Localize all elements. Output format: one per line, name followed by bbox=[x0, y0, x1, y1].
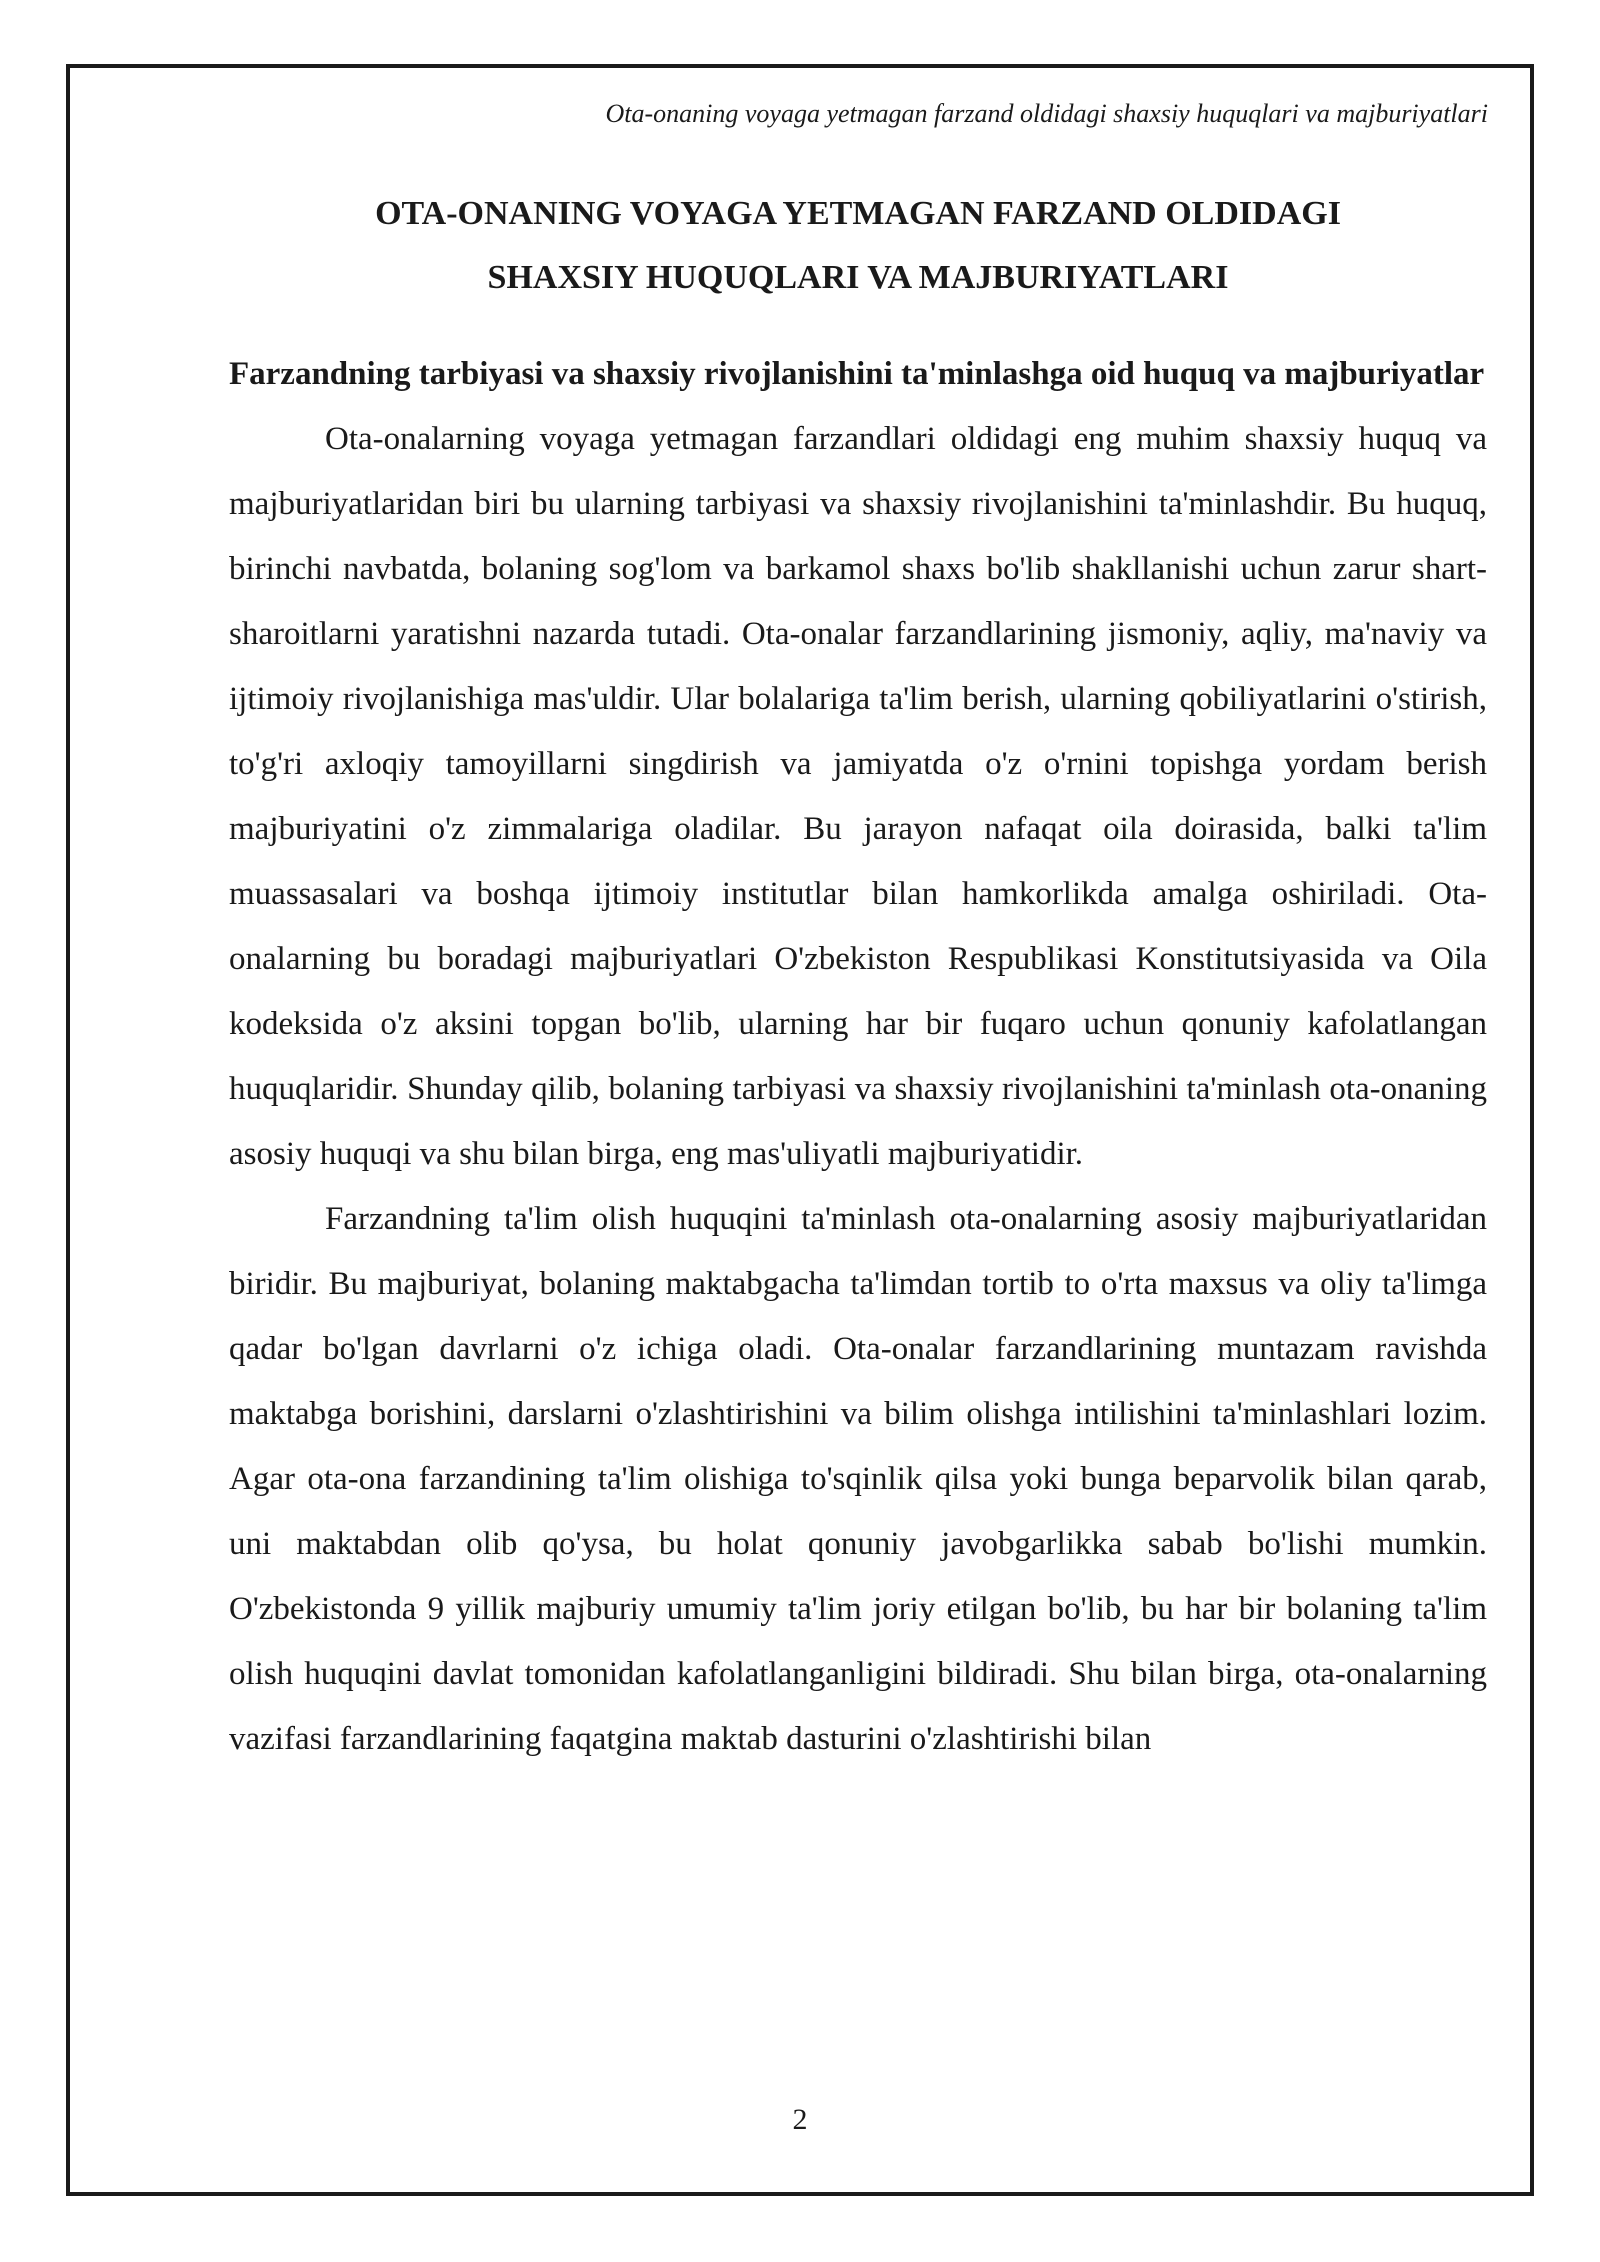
body-paragraph-1: Ota-onalarning voyaga yetmagan farzandlari oldidagi eng muhim shaxsiy huquq va majburiyatlaridan biri bu ularning tarbiyasi va shaxsiy rivojlanishini ta'minlashdir. Bu huquq, birinchi navbatda, bolaning sog'lom va barkamol shaxs bo'lib shakllanishi uchun zarur shart-sharoitlarni yaratishni nazarda tutadi. Ota-onalar farzandlarining jismoniy, aqliy, ma'naviy va ijtimoiy rivojlanishiga mas'uldir. Ular bolalariga ta'lim berish, ularning qobiliyatlarini o'stirish, to'g'ri axloqiy tamoyillarni singdirish va jamiyatda o'z o'rnini topishga yordam berish majburiyatini o'z zimmalariga oladilar. Bu jarayon nafaqat oila doirasida, balki ta'lim muassasalari va boshqa ijtimoiy institutlar bilan hamkorlikda amalga oshiriladi. Ota-onalarning bu boradagi majburiyatlari O'zbekiston Respublikasi Konstitutsiyasida va Oila kodeksida o'z aksini topgan bo'lib, ularning har bir fuqaro uchun qonuniy kafolatlangan huquqlaridir. Shunday qilib, bolaning tarbiyasi va shaxsiy rivojlanishini ta'minlash ota-onaning asosiy huquqi va shu bilan birga, eng mas'uliyatli majburiyatidir. bbox=[229, 421, 1487, 1172]
document-title bbox=[229, 182, 1487, 310]
body-paragraph-2: Farzandning ta'lim olish huquqini ta'minlash ota-onalarning asosiy majburiyatlaridan biridir. Bu majburiyat, bolaning maktabgacha ta'limdan tortib to o'rta maxsus va oliy ta'limga qadar bo'lgan davrlarni o'z ichiga oladi. Ota-onalar farzandlarining muntazam ravishda maktabga borishini, darslarni o'zlashtirishini va bilim olishga intilishini ta'minlashlari lozim. Agar ota-ona farzandining ta'lim olishiga to'sqinlik qilsa yoki bunga beparvolik bilan qarab, uni maktabdan olib qo'ysa, bu holat qonuniy javobgarlikka sabab bo'lishi mumkin. O'zbekistonda 9 yillik majburiy umumiy ta'lim joriy etilgan bo'lib, bu har bir bolaning ta'lim olish huquqini davlat tomonidan kafolatlanganligini bildiradi. Shu bilan birga, ota-onalarning vazifasi farzandlarining faqatgina maktab dasturini o'zlashtirishi bilan bbox=[229, 1201, 1487, 1757]
document-title-line-1: OTA-ONANING VOYAGA YETMAGAN FARZAND OLDIDAGI bbox=[375, 195, 1341, 232]
running-header: Ota-onaning voyaga yetmagan farzand oldidagi shaxsiy huquqlari va majburiyatlari bbox=[605, 99, 1488, 128]
document-title-line-2: SHAXSIY HUQUQLARI VA MAJBURIYATLARI bbox=[487, 259, 1229, 296]
section-heading: Farzandning tarbiyasi va shaxsiy rivojlanishini ta'minlashga oid huquq va majburiyatlar bbox=[229, 356, 1485, 392]
page-content bbox=[229, 182, 1487, 1772]
page-number: 2 bbox=[792, 2103, 808, 2136]
